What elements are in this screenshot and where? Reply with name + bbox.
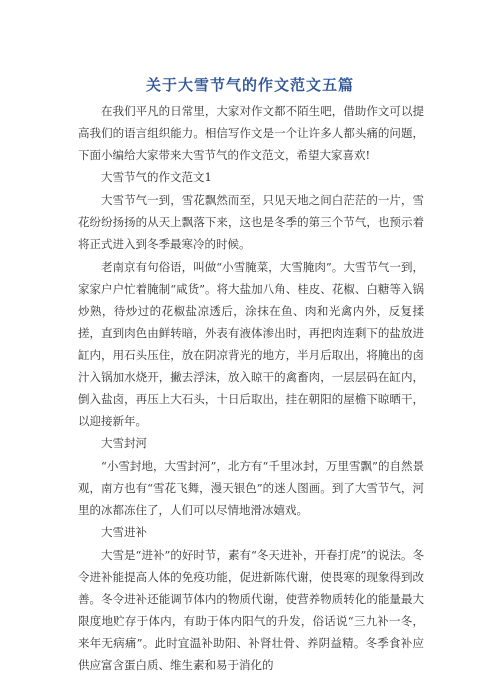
document-body xyxy=(78,100,424,676)
body-paragraph: 大雪节气一到，雪花飘然而至，只见天地之间白茫茫的一片，雪花纷纷扬扬的从天上飘落下来，这也是冬季的第三个节气，也预示着将正式进入到冬季最寒冷的时候。 xyxy=(78,193,424,251)
body-paragraph: 老南京有句俗语，叫做“小雪腌菜，大雪腌肉”。大雪节气一到，家家户户忙着腌制“咸货”。将大盐加八角、桂皮、花椒、白糖等入锅炒熟，待炒过的花椒盐凉透后，涂抹在鱼、肉和光禽内外，反复揉搓，直到肉色由鲜转暗，外表有液体渗出时，再把肉连剩下的盐放进缸内，用石头压住，放在阴凉背光的地方，半月后取出，将腌出的卤汁入锅加水烧开，撇去浮沫，放入晾干的禽畜肉，一层层码在缸内，倒入盐卤，再压上大石头，十日后取出，挂在朝阳的屋檐下晾晒干，以迎接新年。 xyxy=(78,260,424,428)
section-heading: 大雪进补 xyxy=(101,525,147,539)
section-heading: 大雪节气的作文范文1 xyxy=(101,170,212,184)
document-title: 关于大雪节气的作文范文五篇 xyxy=(145,76,354,94)
body-paragraph: “小雪封地，大雪封河”，北方有“千里冰封，万里雪飘”的自然景观，南方也有“雪花飞舞，漫天银色”的迷人图画。到了大雪节气，河里的冰都冻住了，人们可以尽情地滑冰嬉戏。 xyxy=(78,459,424,517)
section-heading: 大雪封河 xyxy=(101,436,147,450)
body-paragraph: 大雪是“进补”的好时节，素有“冬天进补，开春打虎”的说法。冬令进补能提高人体的免疫功能，促进新陈代谢，使畏寒的现象得到改善。冬令进补还能调节体内的物质代谢，使营养物质转化的能量最大限度地贮存于体内，有助于体内阳气的升发，俗话说“三九补一冬，来年无病痛”。此时宜温补助阳、补肾壮骨、养阴益精。冬季食补应供应富含蛋白质、维生素和易于消化的 xyxy=(78,548,424,672)
intro-paragraph: 在我们平凡的日常里，大家对作文都不陌生吧，借助作文可以提高我们的语言组织能力。相信写作文是一个让许多人都头痛的问题，下面小编给大家带来大雪节气的作文范文，希望大家喜欢! xyxy=(78,104,424,162)
